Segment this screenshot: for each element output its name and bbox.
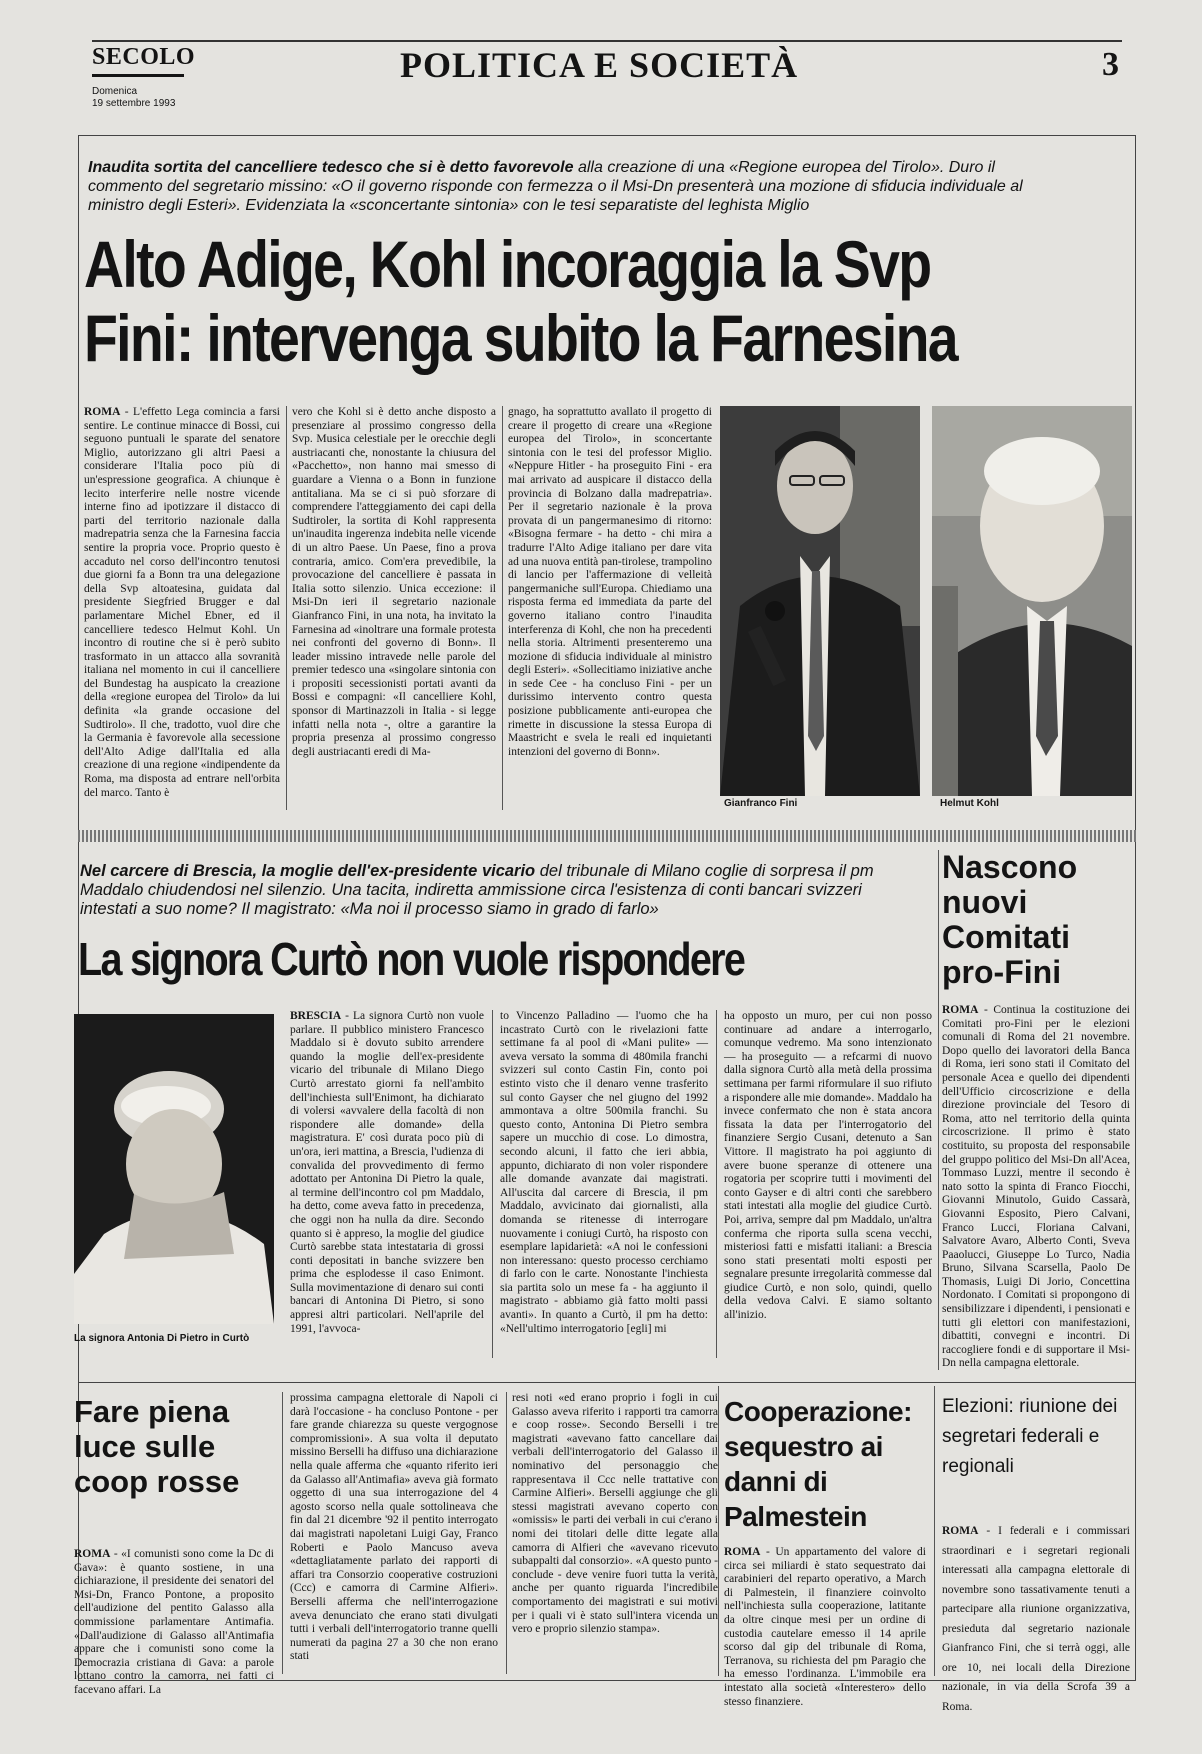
- fini-photo-caption: Gianfranco Fini: [724, 798, 798, 809]
- comitati-headline: Nascono nuovi Comitati pro-Fini: [942, 849, 1078, 990]
- curto-column-2: to Vincenzo Palladino — l'uomo che ha incastrato Curtò con le rivelazioni fatte settimane fa al pool di «Mani pulite» — aveva versato la somma di 480mila franchi svizzeri sul conto Castin Fin, conto poi estinto visto che il denaro venne trasferito sul conto Gayser che nel giugno del 1992 ammontava a oltre 500mila franchi. Su questo conto, Antonina Di Pietro sembra sapere un mucchio di cose. Lo dimostra, secondo alcuni, il fatto che ieri abbia, appunto, dichiarato di non voler rispondere alle domande avanzate dai magistrati. All'uscita dal carcere di Brescia, il pm Maddalo, avvicinato dai giornalisti, alla domanda se ritenesse di interrogare nuovamente i coniugi Curtò, ha risposto con esemplare lapidarietà: «A noi le confessioni non interessano: questo processo cerchiamo di farlo con le carte. Nonostante l'inchiesta sia partita solo un mese fa - ha aggiunto il magistrato - abbiamo già fatto molti passi avanti». In quanto a Curtò, il pm ha detto: «Nell'ultimo interrogatorio [egli] mi: [500, 1010, 708, 1335]
- fini-photo-illustration: [720, 406, 920, 796]
- lead-column-2: vero che Kohl si è detto anche disposto a presenziare al prossimo congresso della Svp. Musica celestiale per le orecchie degli austriacanti che, nonostante la chiusura del «Pacchetto», non hanno mai smesso di guardare a Vienna o a Bonn in funzione antitaliana. Ma se ci si può sforzare di comprendere l'atteggiamento dei capi della Sudtiroler, la sortita di Kohl rappresenta un'inaudita ingerenza indebita nelle vicende di un altro Paese. Un Paese, fino a prova contraria, amico. Com'era prevedibile, la provocazione del cancelliere è passata in Italia sotto silenzio. Unica eccezione: il Msi-Dn ieri il segretario nazionale Gianfranco Fini, in una nota, ha invitato la Farnesina ad «inoltrare una formale protesta nei confronti del governo di Bonn». Il leader missino intravede nelle parole del premier tedesco una «singolare sintonia con i propositi secessionisti portati avanti da Bossi e compagni: «Il cancelliere Kohl, sponsor di Martinazzoli in Italia - si legge infatti nella nota -, oltre a garantire la propria presenza al prossimo congresso degli austriacanti eredi di Ma-: [292, 406, 496, 758]
- section-title: POLITICA E SOCIETÀ: [400, 45, 799, 85]
- cooperazione-body-text: - Un appartamento del valore di circa sei miliardi è stato sequestrato dai carabinieri del reparto operativo, a March di Palmestein, il finanziere coinvolto nell'inchiesta sulla cooperazione, latitante da oltre cinque mesi per un ordine di custodia cautelare emesso il 14 aprile scorso dal gip del tribunale di Roma, Terranova, su richiesta del pm Paragio che ha emesso l'ordinanza. L'immobile era intestato alla società «Interestero» dello stesso finanziere.: [724, 1546, 926, 1708]
- lead-kicker-text: alla creazione di una «Regione europea del Tirolo». Duro il commento del segretario missino: «O il governo risponde con fermezza o il Msi-Dn presenterà una mozione di sfiducia individuale al ministro degli Esteri». Evidenziata la «sconcertante sintonia» con le tesi separatiste del leghista Miglio: [88, 159, 1023, 214]
- lead-column-1-text: - L'effetto Lega comincia a farsi sentire. Le continue minacce di Bossi, cui seguono puntuali le sparate del senatore Miglio, autorizzano gli altri Paesi a considerare l'Italia poco più di un'espressione geografica. A chiunque è lecito interferire nelle nostre vicende interne fino ad ipotizzare il distacco di parti del territorio nazionale dalla madrepatria senza che la Farnesina faccia sentire la propria voce. Proprio questo è accaduto nel corso dell'incontro tenutosi due giorni fa a Bonn tra una delegazione della Svp altoatesina, guidata dal presidente Siegfried Brugger e dal parlamentare Michel Ebner, ed il cancelliere tedesco Helmut Kohl. Un incontro di routine che si è però subito trasformato in un attacco alla sovranità italiana nel momento in cui il cancelliere del Bundestag ha auspicato la creazione della «regione europea del Tirolo» da lui definita «la grande occasione del Sudtirolo». Il che, tradotto, vuol dire che la Germania è favorevole alla secessione dell'Alto Adige dall'Italia ed alla creazione di una regione «indipendente da Roma, ma disposta ad entrare nell'orbita del marco. Tanto è: [84, 406, 280, 799]
- curto-column-1: [290, 1010, 484, 1358]
- lead-headline-2: Fini: intervenga subito la Farnesina: [84, 301, 957, 375]
- elezioni-body-text: - I federali e i commissari straordinari e i segretari regionali interessati alla campagna elettorale di novembre sono tassativamente tenuti a partecipare alla riunione organizzativa, presieduta dal segretario nazionale Gianfranco Fini, che si terrà oggi, alle ore 10, nei locali della Direzione nazionale, in via della Scrofa 39 a Roma.: [942, 1525, 1130, 1713]
- curto-column-3: ha opposto un muro, per cui non posso continuare ad andare a interrogarlo, comunque vedremo. Ma sono intenzionato — ha proseguito — a refcarmi di nuovo dalla signora Curtò alla metà della prossima settimana per farmi riformulare il suo rifiuto a rispondere alle mie domande». Maddalo ha invece confermato che non è stata ancora fissata la data per l'interrogatorio del finanziere Sergio Cusani, detenuto a San Vittore. Il magistrato ha poi aggiunto di avere buone speranze di ottenere una rogatoria per scoprire tutti i movimenti del conto Gayser e di altri conti che sarebbero stati intestati alla moglie del giudice Curtò. Poi, arriva, sempre dal pm Maddalo, un'altra conferma che riporta sulla scena vecchi, misteriosi fatti e misfatti italiani: a Brescia sono stati presentati molti esposti per segnalare presunte irregolarità commesse dal giudice Curtò, e non solo, quindi, quello della vedova Calvi. E siamo soltanto all'inizio.: [724, 1010, 932, 1322]
- masthead-underline: [92, 74, 184, 77]
- issue-date: [92, 86, 175, 110]
- coop-dateline: ROMA: [74, 1548, 111, 1560]
- cooperazione-dateline: ROMA: [724, 1546, 761, 1558]
- fini-photo: [720, 406, 920, 796]
- curto-kicker-text: del tribunale di Milano coglie di sorpresa il pm Maddalo chiudendosi nel silenzio. Una tacita, indiretta ammissione circa l'esistenza di conti bancari svizzeri intestati a suo nome? Il magistrato: «Ma noi il processo siamo in grado di farlo»: [80, 862, 874, 918]
- lead-column-1: [84, 406, 280, 810]
- coop-headline: Fare piena luce sulle coop rosse: [74, 1394, 240, 1499]
- cooperazione-body: [724, 1546, 926, 1708]
- curto-photo-illustration: [74, 1014, 274, 1324]
- kohl-photo: [932, 406, 1132, 796]
- section-separator: [78, 830, 1136, 842]
- curto-kicker-bold: Nel carcere di Brescia, la moglie dell'ex-presidente vicario: [80, 862, 536, 880]
- cooperazione-headline: Cooperazione: sequestro ai danni di Palmestein: [724, 1396, 912, 1532]
- bottom-row-rule: [78, 1382, 1136, 1383]
- comitati-body: [942, 1004, 1130, 1368]
- column-divider: [492, 1010, 493, 1358]
- coop-column-1: [74, 1548, 274, 1696]
- column-divider: [506, 1392, 507, 1674]
- column-divider: [718, 1386, 719, 1676]
- lead-column-3: gnago, ha soprattutto avallato il progetto di creare il progetto di creare una «Regione europea del Tirolo», in sconcertante sintonia con le tesi del professor Miglio. «Neppure Hitler - ha proseguito Fini - era mai arrivato ad auspicare il distacco della provincia di Bolzano dalla madrepatria». Per il segretario nazionale è la prova provata di un pangermanesimo di ritorno: «Bisogna fermare - ha detto - chi mira a tradurre l'Alto Adige italiano per dare vita ad una nuova entità pan-tirolese, trampolino di lancio per l'affermazione di velleità pangermaniche sull'Europa. Chiediamo una risposta ferma ed immediata da parte del governo italiano contro l'inaudita interferenza di Kohl, che non ha precedenti nella storia. Altrimenti presenteremo una mozione di sfiducia individuale al ministro degli Esteri». «Sollecitiamo iniziative anche in sede Cee - ha concluso Fini - per un durissimo intervento contro questa posizione pubblicamente anti-europea che rimette in discussione la stessa Europa di Maastricht e svela le reali ed inquietanti intenzioni del governo di Bonn».: [508, 406, 712, 758]
- elezioni-dateline: ROMA: [942, 1525, 979, 1537]
- curto-headline: La signora Curtò non vuole rispondere: [78, 933, 745, 985]
- elezioni-headline: Elezioni: riunione dei segretari federali e regionali: [942, 1396, 1118, 1477]
- page-number: 3: [1102, 46, 1119, 83]
- top-rule: [92, 40, 1122, 42]
- curto-photo: [74, 1014, 274, 1324]
- column-divider: [716, 1010, 717, 1358]
- comitati-dateline: ROMA: [942, 1004, 979, 1016]
- column-divider: [286, 406, 287, 810]
- lead-dateline: ROMA: [84, 406, 121, 418]
- lead-headline-1: Alto Adige, Kohl incoraggia la Svp: [84, 227, 931, 301]
- curto-dateline: BRESCIA: [290, 1010, 342, 1022]
- kohl-photo-caption: Helmut Kohl: [940, 798, 999, 809]
- curto-photo-caption: La signora Antonia Di Pietro in Curtò: [74, 1333, 250, 1344]
- coop-column-3: resi noti «ed erano proprio i fogli in cui Galasso aveva riferito i rapporti tra camorra e coop rosse». Secondo Berselli i tre magistrati «avevano fatto cancellare dai verbali dell'interrogatorio del Galasso il nominativo del personaggio che rappresentava il Ccc nelle trattative con Carmine Alfieri». Berselli aggiunge che gli stessi magistrati avevano coperto con «omissis» le parti dei verbali in cui c'erano i nomi dei titolari delle ditte legate alla camorra di Alfieri che «avevano ricevuto subappalti dal consorzio». «A questo punto - conclude - deve venire fuori tutta la verità, anche per quanto riguarda l'incredibile comportamento dei magistrati e sui motivi per i quali vi è stato sull'intera vicenda un vero e proprio silenzio stampa».: [512, 1392, 718, 1636]
- issue-day: Domenica: [92, 86, 138, 97]
- sidebar-divider: [938, 850, 939, 1370]
- curto-kicker: [80, 862, 922, 919]
- column-divider: [502, 406, 503, 810]
- masthead-logo: SECOLO: [92, 44, 196, 70]
- column-divider: [934, 1386, 935, 1676]
- lead-kicker-bold: Inaudita sortita del cancelliere tedesco che si è detto favorevole: [88, 159, 574, 176]
- kohl-photo-illustration: [932, 406, 1132, 796]
- curto-column-1-text: - La signora Curtò non vuole parlare. Il pubblico ministero Francesco Maddalo si è dovuto subito arrendere quando la moglie dell'ex-presidente vicario del tribunale di Milano Diego Curtò arrestato giorni fa nell'ambito dell'inchiesta sull'Enimont, ha dichiarato di volersi «avvalere della facoltà di non rispondere alle domande» della magistratura. E' così durata poco più di un'ora, ieri mattina, a Brescia, l'udienza di convalida del provvedimento di fermo adottato per Antonina Di Pietro la quale, al termine dell'incontro col pm Maddalo, ha detto, come aveva fatto in precedenza, che oggi non ha nulla da dire. Secondo quanto si è appreso, la moglie del giudice Curtò sarebbe stata intestataria di grossi conti depositati in banche svizzere ben prima che esplodesse il caso Enimont. Sulla movimentazione di denaro sui conti bancari di Antonina Di Pietro, si sono appresi altri particolari. Nell'aprile del 1991, l'avvoca-: [290, 1010, 484, 1335]
- issue-date-text: 19 settembre 1993: [92, 98, 176, 109]
- comitati-body-text: - Continua la costituzione dei Comitati pro-Fini per le elezioni comunali di Roma del 21 novembre. Dopo quello dei lavoratori della Banca di Roma, ieri sono stati il Comitato del personale Acea e quello dei dipendenti dell'Ufficio circoscrizione e della direzione provinciale del Tesoro di Roma, atto nel territorio della quinta circoscrizione. Il primo è stato costituito, su proposta del responsabile del gruppo politico del Msi-Dn all'Acea, Tommaso Luzzi, mentre il secondo è nato sotto la spinta di Franco Fiocchi, Giovanni Minutolo, Guido Cassarà, Giovanni Esposito, Piero Calvani, Franco Lucci, Floriana Calvani, Salvatore Avaro, Alberto Conti, Sveva Paaolucci, Giuseppe Lo Turco, Nadia Bruno, Silvana Scarsella, Paolo De Thomasis, Luigi Di Jorio, Concettina Nordonato. I Comitati si propongono di sensibilizzare i dipendenti, i pensionati e tutti gli elettori con manifestazioni, dibattiti, convegni e incontri. Di raccogliere fondi e di supportare il Msi-Dn nella campagna elettorale.: [942, 1004, 1130, 1370]
- coop-column-2: prossima campagna elettorale di Napoli ci darà l'occasione - ha concluso Pontone - per fare grande chiarezza su queste vergognose compromissioni». A sua volta il deputato missino Berselli ha diffuso una dichiarazione nella quale afferma che «quanto riferito ieri da Galasso all'Antimafia» aveva già formato oggetto di una sua interrogazione del 4 agosto scorso nella quale sottolineava che fin dal 21 dicembre '92 il pentito interrogato dai magistrati napoletani Luigi Gay, Franco Roberti e Paolo Mancuso aveva «dettagliatamente parlato dei rapporti di affari tra Consorzio cooperative costruzioni (Ccc) e camorra di Carmine Alfieri». Berselli afferma che nell'interrogazione aveva denunciato che erano stati divulgati tutti i verbali dell'interrogatorio tranne quelli numerati da pagina 27 a 30 che non erano stati: [290, 1392, 498, 1663]
- lead-kicker: [88, 158, 1048, 215]
- column-divider: [282, 1392, 283, 1674]
- elezioni-body: [942, 1522, 1130, 1713]
- coop-column-1-text: - «I comunisti sono come la Dc di Gava»: è quanto sostiene, in una dichiarazione, il presidente dei senatori del Msi-Dn, Franco Pontone, a proposito dell'audizione del pentito Galasso alla commissione parlamentare Antimafia. «Dall'audizione di Galasso all'Antimafia appare che i comunisti sono come la Democrazia cristiana di Gava: a parole lottano contro la camorra, nei fatti ci facevano affari. La: [74, 1548, 274, 1696]
